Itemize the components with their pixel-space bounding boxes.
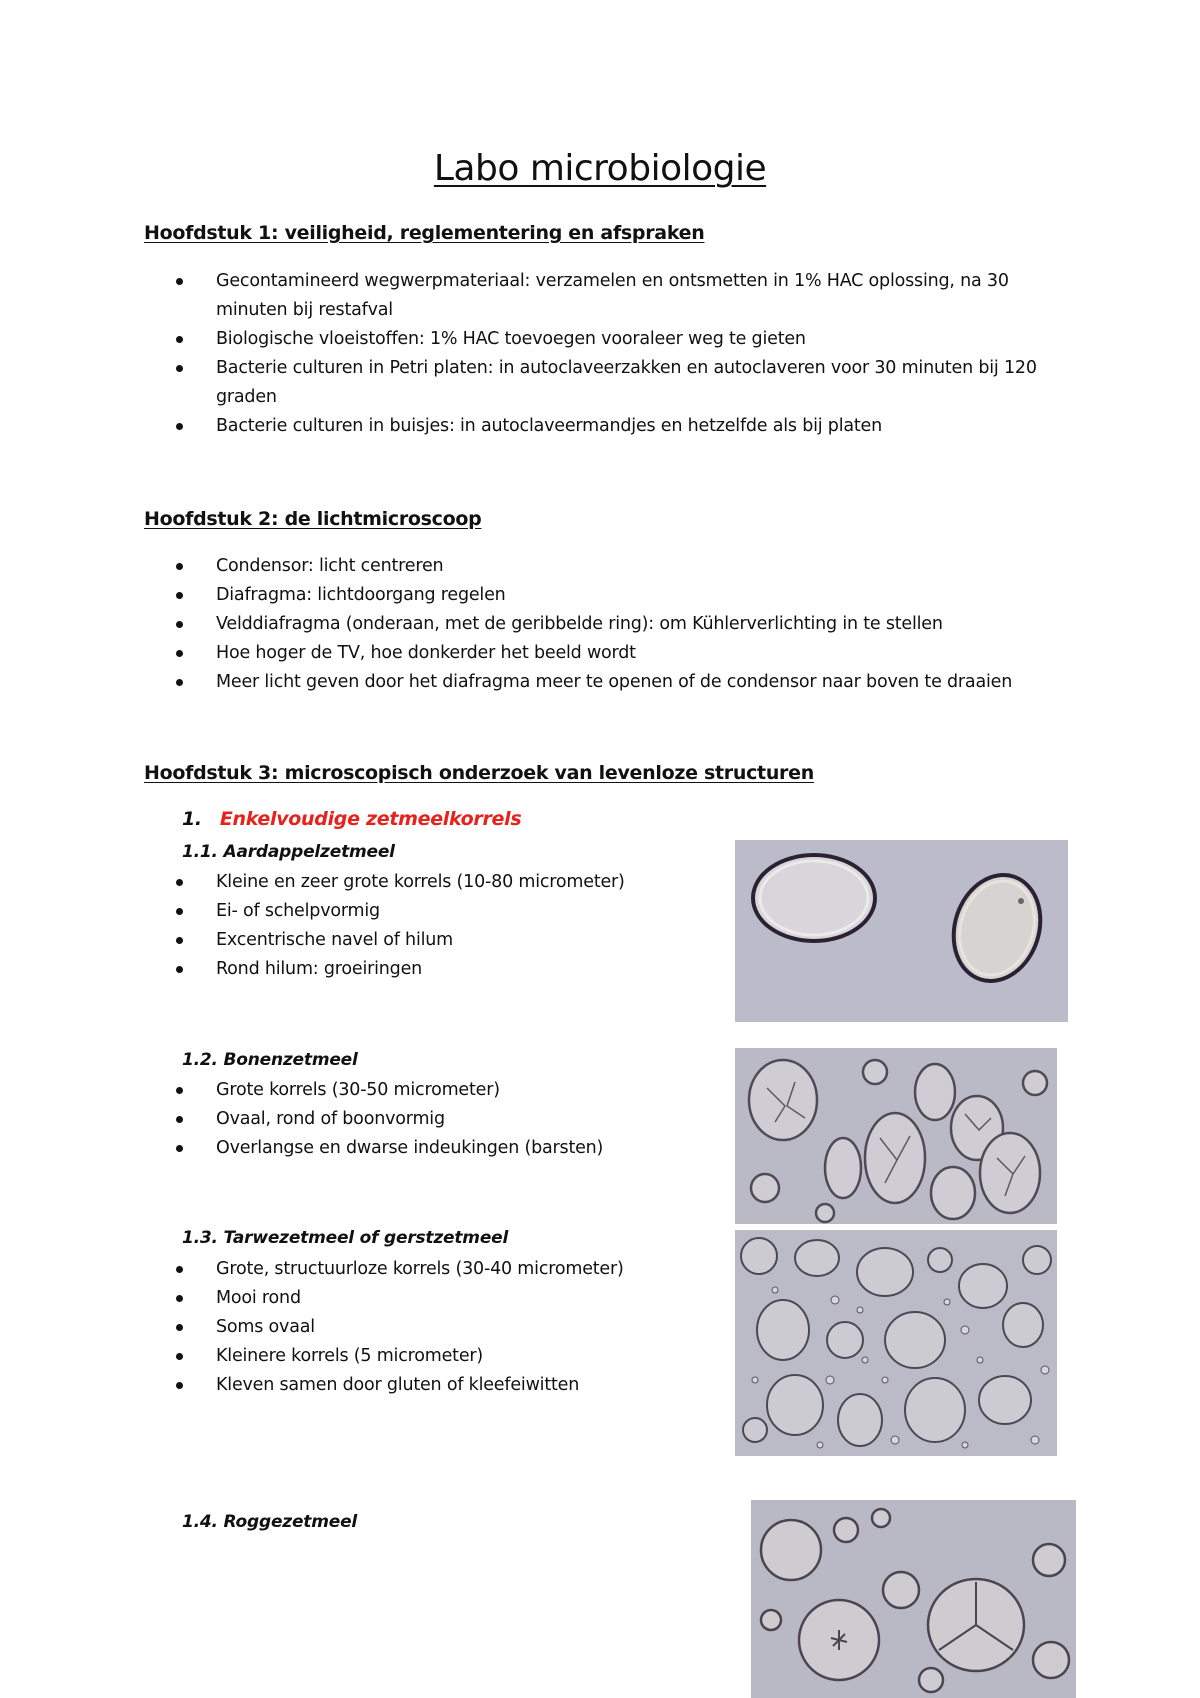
list-item: Gecontamineerd wegwerpmateriaal: verzamelen en ontsmetten in 1% HAC oplossing, na 30 minuten bij restafval [172, 267, 1072, 325]
chapter-1-heading: Hoofdstuk 1: veiligheid, reglementering en afspraken [144, 222, 705, 244]
chapter-1-list [172, 267, 1072, 441]
list-item: Overlangse en dwarse indeukingen (barsten) [172, 1134, 1072, 1163]
subsection-1-2-heading: 1.2. Bonenzetmeel [182, 1050, 358, 1070]
list-item: Kleven samen door gluten of kleefeiwitten [172, 1371, 1072, 1400]
list-item: Excentrische navel of hilum [172, 926, 1072, 955]
list-item: Ovaal, rond of boonvormig [172, 1105, 1072, 1134]
bean-starch-micrograph [735, 1048, 1057, 1224]
list-item: Hoe hoger de TV, hoe donkerder het beeld wordt [172, 639, 1072, 668]
list-item: Kleinere korrels (5 micrometer) [172, 1342, 1072, 1371]
section-title: Enkelvoudige zetmeelkorrels [219, 808, 522, 830]
subsection-1-4-heading: 1.4. Roggezetmeel [182, 1512, 358, 1532]
list-item: Biologische vloeistoffen: 1% HAC toevoegen vooraleer weg te gieten [172, 325, 1072, 354]
list-item: Ei- of schelpvormig [172, 897, 1072, 926]
chapter-3-heading: Hoofdstuk 3: microscopisch onderzoek van levenloze structuren [144, 762, 814, 784]
chapter-2-list [172, 552, 1072, 697]
subsection-1-3-heading: 1.3. Tarwezetmeel of gerstzetmeel [182, 1228, 509, 1248]
list-item: Diafragma: lichtdoorgang regelen [172, 581, 1072, 610]
wheat-starch-micrograph [735, 1230, 1057, 1456]
document-title: Labo microbiologie [433, 148, 767, 189]
list-item: Bacterie culturen in buisjes: in autoclaveermandjes en hetzelfde als bij platen [172, 412, 1072, 441]
list-item: Soms ovaal [172, 1313, 1072, 1342]
list-item: Rond hilum: groeiringen [172, 955, 1072, 984]
rye-starch-micrograph [751, 1500, 1076, 1698]
list-item: Grote korrels (30-50 micrometer) [172, 1076, 1072, 1105]
list-item: Condensor: licht centreren [172, 552, 1072, 581]
list-item: Velddiafragma (onderaan, met de geribbelde ring): om Kühlerverlichting in te stellen [172, 610, 1072, 639]
list-item: Mooi rond [172, 1284, 1072, 1313]
list-item: Kleine en zeer grote korrels (10-80 micrometer) [172, 868, 1072, 897]
potato-starch-micrograph [735, 840, 1068, 1022]
list-item: Grote, structuurloze korrels (30-40 micrometer) [172, 1255, 1072, 1284]
list-item: Bacterie culturen in Petri platen: in autoclaveerzakken en autoclaveren voor 30 minuten bij 120 graden [172, 354, 1072, 412]
subsection-1-1-heading: 1.1. Aardappelzetmeel [182, 842, 395, 862]
section-1-heading [182, 808, 521, 830]
chapter-2-heading: Hoofdstuk 2: de lichtmicroscoop [144, 508, 482, 530]
section-number: 1. [182, 808, 202, 830]
list-item: Meer licht geven door het diafragma meer te openen of de condensor naar boven te draaien [172, 668, 1072, 697]
